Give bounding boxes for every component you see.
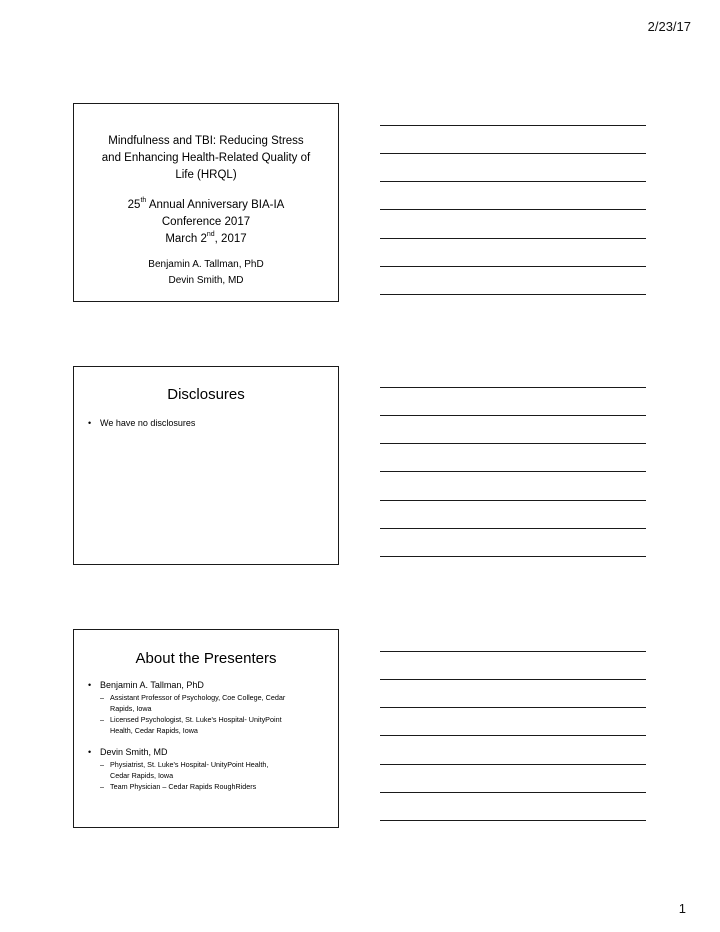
note-line: [380, 707, 646, 708]
date-year-text: , 2017: [214, 233, 247, 245]
title-line: Life (HRQL): [175, 169, 237, 181]
sub-bullet-item: [100, 692, 330, 714]
sub-bullet-item: [100, 781, 330, 792]
role-text: Physiatrist, St. Luke's Hospital- UnityPoint Health,: [110, 760, 269, 769]
sub-bullet-item: [100, 714, 330, 736]
bullet-list: [88, 679, 330, 792]
ordinal-suffix: th: [140, 197, 147, 204]
note-line: [380, 500, 646, 501]
presentation-title: [84, 133, 328, 184]
sub-bullet-item: [100, 759, 330, 781]
note-line: [380, 651, 646, 652]
bullet-item: [88, 746, 330, 759]
note-line: [380, 153, 646, 154]
author-name: Benjamin A. Tallman, PhD: [148, 259, 264, 270]
presenter-name: Benjamin A. Tallman, PhD: [100, 680, 204, 690]
note-line: [380, 238, 646, 239]
bullet-item: [88, 679, 330, 692]
note-line: [380, 209, 646, 210]
note-line: [380, 764, 646, 765]
title-line: and Enhancing Health-Related Quality of: [101, 152, 311, 164]
conference-name-text: Annual Anniversary BIA-IA: [146, 199, 285, 211]
date-text: March 2: [165, 233, 207, 245]
dash-icon: –: [100, 693, 104, 702]
slide-thumbnail-presenters: [73, 629, 339, 828]
note-line: [380, 471, 646, 472]
role-text: Team Physician – Cedar Rapids RoughRiders: [110, 782, 257, 791]
bullet-icon: •: [88, 680, 92, 690]
role-text: Health, Cedar Rapids, Iowa: [110, 726, 198, 735]
slide-thumbnail-disclosures: [73, 366, 339, 565]
note-line: [380, 735, 646, 736]
page-date: 2/23/17: [647, 19, 691, 34]
dash-icon: –: [100, 760, 104, 769]
bullet-icon: •: [88, 418, 92, 428]
page-number: 1: [678, 901, 686, 916]
presenter-name: Devin Smith, MD: [100, 747, 168, 757]
note-line: [380, 528, 646, 529]
note-line: [380, 820, 646, 821]
note-line: [380, 792, 646, 793]
bullet-text: We have no disclosures: [100, 418, 196, 428]
note-line: [380, 415, 646, 416]
slide-title: About the Presenters: [135, 650, 277, 667]
slide-thumbnail-title: [73, 103, 339, 302]
conference-date-line: [84, 231, 328, 248]
role-text: Rapids, Iowa: [110, 704, 152, 713]
ordinal-suffix: nd: [206, 231, 215, 238]
conference-year-line: Conference 2017: [161, 216, 251, 228]
conference-info: [84, 197, 328, 248]
dash-icon: –: [100, 715, 104, 724]
bullet-icon: •: [88, 747, 92, 757]
bullet-item: [88, 417, 330, 430]
note-line: [380, 294, 646, 295]
role-text: Cedar Rapids, Iowa: [110, 771, 174, 780]
role-text: Assistant Professor of Psychology, Coe College, Cedar: [110, 693, 286, 702]
conference-name-line: [84, 197, 328, 214]
note-line: [380, 125, 646, 126]
note-line: [380, 181, 646, 182]
dash-icon: –: [100, 782, 104, 791]
note-line: [380, 443, 646, 444]
note-line: [380, 556, 646, 557]
note-line: [380, 266, 646, 267]
author-list: [84, 257, 328, 289]
role-text: Licensed Psychologist, St. Luke's Hospital- UnityPoint: [110, 715, 282, 724]
note-line: [380, 679, 646, 680]
author-name: Devin Smith, MD: [168, 275, 244, 286]
anniversary-number: 25: [127, 199, 141, 211]
slide-title: Disclosures: [167, 386, 245, 403]
title-line: Mindfulness and TBI: Reducing Stress: [108, 135, 304, 147]
bullet-list: [88, 417, 330, 430]
note-line: [380, 387, 646, 388]
